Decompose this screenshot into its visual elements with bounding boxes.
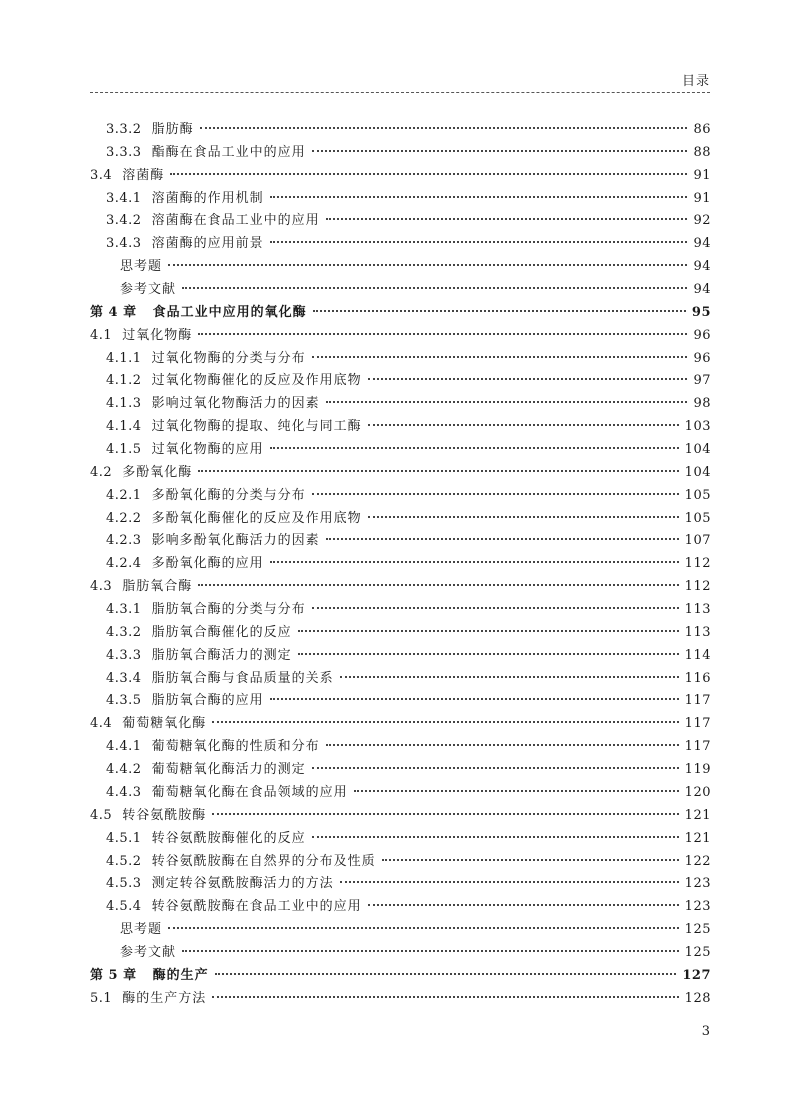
toc-dot-leader	[212, 813, 678, 815]
toc-entry-page: 107	[684, 533, 711, 549]
toc-entry-number: 5.1	[90, 990, 113, 1006]
toc-entry-page: 104	[684, 464, 711, 480]
toc-entry	[90, 621, 711, 644]
toc-entry-number: 4.1.2	[106, 373, 142, 389]
toc-entry-number: 3.4.3	[106, 236, 142, 252]
toc-entry-number: 4.3.3	[106, 647, 142, 663]
toc-entry-title: 过氧化物酶的分类与分布	[151, 350, 306, 366]
toc-dot-leader	[182, 950, 679, 952]
toc-entry-title: 转谷氨酰胺酶在食品工业中的应用	[151, 899, 362, 915]
toc-entry-page: 91	[693, 167, 711, 183]
toc-dot-leader	[326, 401, 688, 403]
toc-entry-title: 溶菌酶的应用前景	[151, 236, 264, 252]
toc-dot-leader	[200, 127, 688, 129]
toc-entry	[90, 392, 711, 415]
toc-dot-leader	[198, 333, 687, 335]
toc-entry-page: 91	[693, 190, 711, 206]
toc-dot-leader	[340, 881, 679, 883]
toc-entry-number: 4.4.2	[106, 762, 142, 778]
page-number: 3	[701, 1024, 710, 1039]
toc-entry	[90, 164, 711, 187]
toc-dot-leader	[368, 904, 679, 906]
toc-entry-page: 123	[684, 876, 711, 892]
toc-entry-title: 葡萄糖氧化酶在食品领域的应用	[151, 784, 348, 800]
toc-entry-page: 117	[684, 693, 711, 709]
toc-dot-leader	[170, 173, 687, 175]
toc-entry-number: 4.1.1	[106, 350, 142, 366]
toc-entry	[90, 895, 711, 918]
toc-entry-page: 104	[684, 442, 711, 458]
toc-dot-leader	[326, 218, 688, 220]
toc-entry-title: 溶菌酶的作用机制	[151, 190, 264, 206]
toc-entry	[90, 964, 711, 987]
toc-entry-page: 123	[684, 899, 711, 915]
toc-entry-number: 3.3.3	[106, 144, 142, 160]
toc-entry-title: 过氧化物酶	[122, 327, 193, 343]
toc-entry-title: 过氧化物酶的应用	[151, 442, 264, 458]
toc-entry-page: 103	[684, 419, 711, 435]
toc-dot-leader	[270, 241, 688, 243]
toc-entry-title: 思考题	[120, 259, 163, 275]
toc-entry-number: 4.4	[90, 716, 113, 732]
toc-entry-page: 94	[693, 282, 711, 298]
toc-entry-title: 溶菌酶	[122, 167, 165, 183]
toc-entry-title: 溶菌酶在食品工业中的应用	[151, 213, 320, 229]
header-rule	[90, 92, 710, 93]
toc-entry	[90, 712, 711, 735]
toc-entry	[90, 232, 711, 255]
toc-dot-leader	[368, 516, 679, 518]
toc-entry-page: 86	[693, 122, 711, 137]
toc-dot-leader	[270, 196, 688, 198]
toc-entry-number: 4.2	[90, 464, 113, 480]
toc-entry-number: 第 5 章	[90, 967, 137, 983]
toc-entry-number: 3.4	[90, 167, 113, 183]
toc-entry-page: 122	[684, 853, 711, 869]
toc-entry	[90, 278, 711, 301]
toc-entry-page: 112	[684, 579, 711, 595]
toc-entry-page: 96	[693, 327, 711, 343]
toc-dot-leader	[313, 310, 686, 312]
toc-dot-leader	[212, 721, 678, 723]
toc-dot-leader	[215, 973, 677, 975]
toc-entry-title: 影响多酚氧化酶活力的因素	[151, 533, 320, 549]
toc-entry-page: 116	[684, 670, 711, 686]
toc-entry-number: 4.5.4	[106, 899, 142, 915]
toc-entry	[90, 575, 711, 598]
toc-entry-number: 4.1.4	[106, 419, 142, 435]
toc-entry-title: 过氧化物酶的提取、纯化与同工酶	[151, 419, 362, 435]
toc-dot-leader	[312, 836, 679, 838]
toc-entry-title: 脂肪氧合酶的分类与分布	[151, 602, 306, 618]
toc-entry-title: 葡萄糖氧化酶的性质和分布	[151, 739, 320, 755]
toc-entry-number: 4.3.1	[106, 602, 142, 618]
toc-entry	[90, 255, 711, 278]
toc-entry-page: 117	[684, 739, 711, 755]
toc-entry	[90, 667, 711, 690]
toc-entry-number: 4.5.3	[106, 876, 142, 892]
toc-entry	[90, 941, 711, 964]
toc-entry-page: 113	[684, 624, 711, 640]
toc-entry-title: 食品工业中应用的氧化酶	[152, 304, 307, 320]
toc-entry	[90, 644, 711, 667]
toc-dot-leader	[168, 264, 687, 266]
toc-entry-title: 多酚氧化酶的应用	[151, 556, 264, 572]
toc-entry-title: 脂肪酶	[151, 122, 194, 137]
toc-dot-leader	[368, 424, 679, 426]
toc-entry	[90, 324, 711, 347]
toc-entry-title: 影响过氧化物酶活力的因素	[151, 396, 320, 412]
toc-entry-page: 105	[684, 487, 711, 503]
toc-entry-title: 脂肪氧合酶	[122, 579, 193, 595]
toc-entry	[90, 598, 711, 621]
toc-entry	[90, 872, 711, 895]
header-title: 目录	[681, 74, 710, 89]
toc-entry	[90, 209, 711, 232]
toc-dot-leader	[326, 744, 679, 746]
toc-entry-number: 3.3.2	[106, 122, 142, 137]
toc-entry	[90, 758, 711, 781]
toc-entry-page: 121	[684, 807, 711, 823]
toc-entry-page: 127	[682, 967, 711, 983]
toc-entry-number: 4.3.4	[106, 670, 142, 686]
toc-entry	[90, 735, 711, 758]
toc-entry-number: 4.3.5	[106, 693, 142, 709]
toc-entry-page: 119	[684, 762, 711, 778]
toc-entry	[90, 461, 711, 484]
toc-entry-title: 脂肪氧合酶与食品质量的关系	[151, 670, 334, 686]
toc-dot-leader	[312, 150, 688, 152]
toc-dot-leader	[212, 996, 678, 998]
toc-entry-page: 98	[693, 396, 711, 412]
toc-entry-number: 4.3.2	[106, 624, 142, 640]
toc-entry-page: 121	[684, 830, 711, 846]
toc-dot-leader	[312, 493, 679, 495]
toc-entry-page: 94	[693, 236, 711, 252]
toc-entry-page: 92	[693, 213, 711, 229]
toc-entry-title: 参考文献	[120, 944, 177, 960]
toc-entry-page: 96	[693, 350, 711, 366]
toc-entry-title: 脂肪氧合酶的应用	[151, 693, 264, 709]
toc-entry-number: 4.5	[90, 807, 113, 823]
toc-entry-title: 酶的生产方法	[122, 990, 207, 1006]
toc-entry-title: 测定转谷氨酰胺酶活力的方法	[151, 876, 334, 892]
toc-entry	[90, 187, 711, 210]
toc-dot-leader	[298, 630, 679, 632]
toc-dot-leader	[298, 653, 679, 655]
toc-entry-page: 113	[684, 602, 711, 618]
toc-entry	[90, 918, 711, 941]
toc-entry-number: 第 4 章	[90, 304, 137, 320]
toc-entry	[90, 415, 711, 438]
toc-dot-leader	[354, 790, 679, 792]
toc-entry-number: 3.4.2	[106, 213, 142, 229]
toc-dot-leader	[340, 676, 679, 678]
toc-entry-page: 88	[693, 144, 711, 160]
toc-dot-leader	[326, 538, 679, 540]
toc-dot-leader	[182, 287, 687, 289]
toc-entry	[90, 507, 711, 530]
toc-dot-leader	[270, 447, 679, 449]
toc-entry-number: 4.5.1	[106, 830, 142, 846]
toc-dot-leader	[382, 859, 679, 861]
toc-entry-title: 脂肪氧合酶活力的测定	[151, 647, 292, 663]
toc-entry	[90, 827, 711, 850]
toc-entry-title: 多酚氧化酶	[122, 464, 193, 480]
toc-entry-page: 120	[684, 784, 711, 800]
toc-entry	[90, 369, 711, 392]
toc-entry-title: 参考文献	[120, 282, 177, 298]
toc-entry	[90, 347, 711, 370]
toc-dot-leader	[198, 470, 678, 472]
toc-entry-page: 105	[684, 510, 711, 526]
toc-dot-leader	[368, 378, 688, 380]
toc-entry-page: 125	[684, 922, 711, 938]
toc-entry	[90, 301, 711, 324]
toc-entry-title: 葡萄糖氧化酶活力的测定	[151, 762, 306, 778]
toc-entry-number: 4.4.3	[106, 784, 142, 800]
toc-entry-page: 94	[693, 259, 711, 275]
toc-entry	[90, 484, 711, 507]
toc-entry	[90, 438, 711, 461]
toc-entry-title: 葡萄糖氧化酶	[122, 716, 207, 732]
toc-entry	[90, 781, 711, 804]
toc-entry	[90, 141, 711, 164]
toc-dot-leader	[312, 356, 688, 358]
toc-entry	[90, 850, 711, 873]
toc-entry-number: 4.1	[90, 327, 113, 343]
toc-entry-page: 97	[693, 373, 711, 389]
toc-entry-title: 思考题	[120, 922, 163, 938]
toc-dot-leader	[270, 561, 679, 563]
toc-entry-title: 过氧化物酶催化的反应及作用底物	[151, 373, 362, 389]
toc-dot-leader	[312, 607, 679, 609]
toc-entry-page: 128	[684, 990, 711, 1006]
toc-entry-page: 114	[684, 647, 711, 663]
toc-entry-title: 多酚氧化酶的分类与分布	[151, 487, 306, 503]
toc-entry-number: 3.4.1	[106, 190, 142, 206]
toc-entry-number: 4.2.4	[106, 556, 142, 572]
toc-dot-leader	[312, 767, 679, 769]
toc-entry-number: 4.1.5	[106, 442, 142, 458]
table-of-contents	[90, 118, 711, 1010]
toc-entry-number: 4.2.1	[106, 487, 142, 503]
toc-entry-title: 多酚氧化酶催化的反应及作用底物	[151, 510, 362, 526]
toc-entry-page: 95	[691, 304, 711, 320]
toc-entry	[90, 552, 711, 575]
toc-entry-title: 酶的生产	[152, 967, 209, 983]
toc-entry-number: 4.3	[90, 579, 113, 595]
toc-entry	[90, 804, 711, 827]
toc-dot-leader	[168, 927, 679, 929]
toc-entry-number: 4.4.1	[106, 739, 142, 755]
toc-dot-leader	[270, 698, 679, 700]
toc-entry-page: 112	[684, 556, 711, 572]
toc-entry-number: 4.2.3	[106, 533, 142, 549]
toc-entry-title: 转谷氨酰胺酶	[122, 807, 207, 823]
toc-entry	[90, 529, 711, 552]
toc-entry-title: 转谷氨酰胺酶在自然界的分布及性质	[151, 853, 376, 869]
toc-dot-leader	[198, 584, 678, 586]
toc-entry-number: 4.5.2	[106, 853, 142, 869]
toc-entry	[90, 987, 711, 1010]
toc-entry-title: 转谷氨酰胺酶催化的反应	[151, 830, 306, 846]
toc-entry-page: 117	[684, 716, 711, 732]
toc-entry-number: 4.1.3	[106, 396, 142, 412]
toc-entry-number: 4.2.2	[106, 510, 142, 526]
toc-entry-title: 酯酶在食品工业中的应用	[151, 144, 306, 160]
toc-entry-page: 125	[684, 944, 711, 960]
toc-entry	[90, 118, 711, 141]
toc-entry-title: 脂肪氧合酶催化的反应	[151, 624, 292, 640]
toc-entry	[90, 689, 711, 712]
